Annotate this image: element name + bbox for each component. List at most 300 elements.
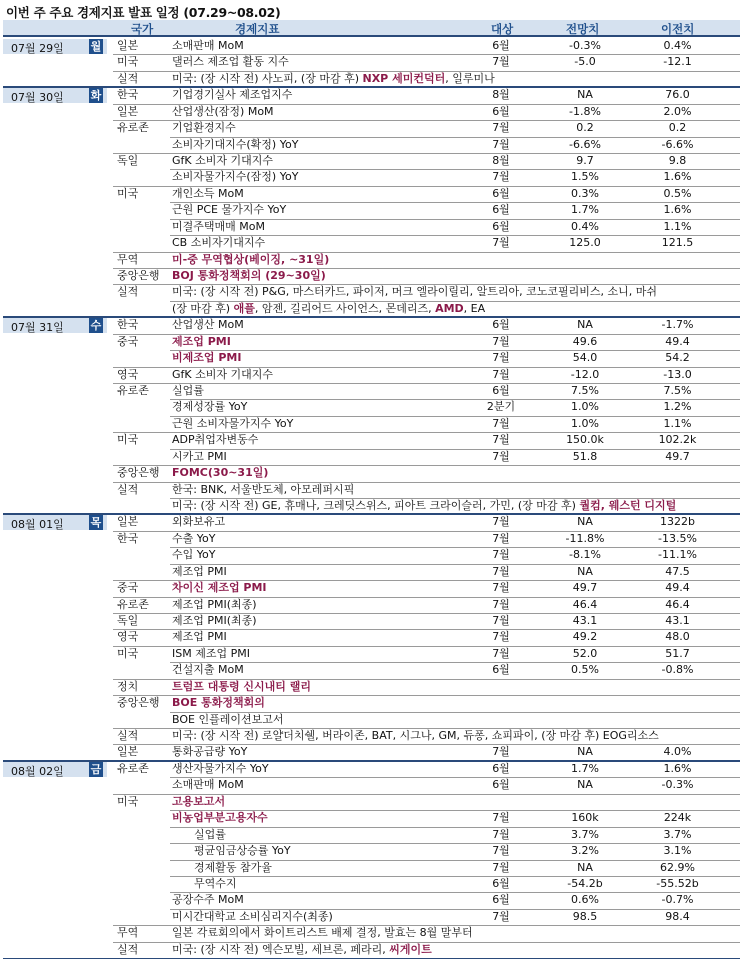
table-row [0, 581, 743, 595]
indicator-cell [172, 499, 676, 513]
table-row [0, 565, 743, 579]
indicator-text: 수출 YoY [172, 531, 216, 545]
previous-cell: 1.2% [663, 400, 692, 414]
forecast-cell: NA [577, 88, 593, 102]
indicator-text: 소매판매 MoM [172, 778, 244, 792]
indicator-cell [172, 236, 265, 250]
country-cell: 영국 [117, 630, 139, 644]
indicator-text: 경제성장률 YoY [172, 400, 248, 414]
table-row [0, 663, 743, 677]
previous-cell: 0.4% [663, 39, 692, 52]
target-cell: 6월 [492, 663, 510, 677]
previous-cell: 47.5 [665, 564, 690, 578]
country-cell: 미국 [117, 646, 139, 660]
target-cell: 7월 [492, 351, 510, 365]
indicator-text: 소비자기대지수(확정) YoY [172, 137, 299, 151]
table-row [0, 236, 743, 250]
indicator-text: 미국: (장 시작 전) P&G, 마스터카드, 파이저, 머크 엘라이릴리, 알트리아, 코노코필리비스, 소니, 마쉬 [172, 285, 657, 299]
table-row [0, 614, 743, 628]
country-cell: 독일 [117, 154, 139, 167]
country-cell: 중국 [117, 334, 139, 348]
indicator-text: ISM 제조업 PMI [172, 646, 250, 660]
forecast-cell: NA [577, 564, 593, 578]
country-cell: 일본 [117, 39, 139, 52]
day-date: 07월 30일 [11, 91, 64, 105]
indicator-cell [172, 647, 250, 661]
forecast-cell: 52.0 [572, 646, 598, 660]
forecast-cell: NA [577, 745, 593, 759]
indicator-text: , 암젠, 길리어드 사이언스, 몬데리즈, [254, 301, 436, 315]
indicator-text: 산업생산 MoM [172, 318, 244, 332]
country-cell: 정치 [117, 679, 139, 693]
table-row [0, 548, 743, 562]
previous-cell: -13.5% [658, 531, 697, 545]
table-row [0, 203, 743, 217]
indicator-cell [172, 696, 265, 710]
table-row [0, 39, 743, 53]
indicator-text: 통화공급량 YoY [172, 745, 248, 759]
target-cell: 7월 [492, 433, 510, 447]
indicator-cell [172, 778, 244, 792]
target-cell: 7월 [492, 449, 510, 463]
highlighted-text: 고용보고서 [172, 794, 226, 808]
forecast-cell: 49.6 [572, 334, 598, 348]
indicator-cell [172, 72, 495, 86]
table-row [0, 253, 743, 267]
country-cell: 미국 [117, 794, 139, 808]
table-row [0, 351, 743, 365]
indicator-text: 댈러스 제조업 활동 지수 [172, 55, 289, 69]
indicator-text: 개인소득 MoM [172, 186, 244, 200]
table-row [0, 515, 743, 529]
target-cell: 2분기 [486, 400, 516, 414]
page-title: 이번 주 주요 경제지표 발표 일정 (07.29~08.02) [6, 5, 281, 20]
indicator-cell [172, 433, 258, 447]
indicator-text: 제조업 PMI(최종) [172, 597, 257, 611]
forecast-cell: 150.0k [566, 433, 604, 447]
previous-cell: -6.6% [661, 137, 694, 151]
indicator-text: 제조업 PMI [172, 630, 227, 644]
indicator-text: 미결주택매매 MoM [172, 219, 265, 233]
previous-cell: 0.2 [668, 121, 687, 135]
indicator-text: 소매판매 MoM [172, 39, 244, 52]
previous-cell: 3.1% [663, 844, 692, 858]
forecast-cell: 1.0% [571, 416, 599, 430]
previous-cell: 102.2k [658, 433, 697, 447]
target-cell: 6월 [492, 186, 510, 200]
country-cell: 한국 [117, 318, 139, 332]
table-row [0, 105, 743, 119]
country-cell: 한국 [117, 88, 139, 102]
country-cell: 중앙은행 [117, 269, 160, 283]
day-label [3, 318, 107, 333]
indicator-cell [172, 302, 485, 316]
forecast-cell: 1.5% [571, 170, 599, 184]
indicator-cell [172, 285, 657, 299]
forecast-cell: -6.6% [569, 137, 601, 151]
previous-cell: -0.7% [661, 893, 694, 907]
table-row [0, 696, 743, 710]
previous-cell: 48.0 [665, 630, 690, 644]
forecast-cell: 0.4% [571, 219, 599, 233]
table-row [0, 269, 743, 283]
indicator-cell [172, 417, 293, 431]
highlighted-text: 트럼프 대통령 신시내티 랠리 [172, 679, 311, 693]
highlighted-text: 미-중 무역협상(베이징, ~31일) [172, 252, 330, 266]
header-indicator: 경제지표 [235, 22, 280, 36]
indicator-cell [172, 368, 273, 382]
previous-cell: 51.7 [665, 646, 690, 660]
forecast-cell: 9.7 [576, 154, 594, 167]
previous-cell: 1.1% [663, 219, 692, 233]
table-row [0, 795, 743, 809]
target-cell: 7월 [492, 630, 510, 644]
day-label [3, 39, 107, 54]
target-cell: 7월 [492, 597, 510, 611]
indicator-text: , EA [463, 301, 486, 315]
indicator-cell [172, 762, 269, 776]
indicator-cell [172, 105, 274, 119]
table-row [0, 220, 743, 234]
country-cell: 실적 [117, 942, 139, 956]
indicator-cell [194, 828, 226, 842]
previous-cell: 1322b [660, 515, 695, 529]
indicator-cell [172, 910, 333, 924]
indicator-text: ADP취업자변동수 [172, 433, 259, 447]
target-cell: 8월 [492, 88, 510, 102]
previous-cell: -0.3% [661, 778, 694, 792]
target-cell: 7월 [492, 55, 510, 69]
target-cell: 6월 [492, 893, 510, 907]
indicator-cell [172, 138, 298, 152]
indicator-cell [172, 795, 225, 809]
table-row [0, 154, 743, 168]
indicator-cell [172, 515, 225, 529]
indicator-text: GfK 소비자 기대지수 [172, 154, 273, 167]
indicator-text: (장 마감 후) [172, 301, 234, 315]
forecast-cell: 54.0 [572, 351, 598, 365]
forecast-cell: -8.1% [569, 548, 601, 562]
previous-cell: 3.7% [663, 827, 692, 841]
indicator-cell [172, 581, 267, 595]
table-row [0, 88, 743, 102]
previous-cell: -11.1% [658, 548, 697, 562]
previous-cell: -1.7% [661, 318, 694, 332]
target-cell: 7월 [492, 581, 510, 595]
previous-cell: -0.8% [661, 663, 694, 677]
indicator-cell [172, 170, 298, 184]
target-cell: 7월 [492, 614, 510, 628]
indicator-cell [194, 877, 237, 891]
indicator-cell [172, 450, 227, 464]
indicator-text: 미시간대학교 소비심리지수(최종) [172, 909, 333, 923]
table-row [0, 844, 743, 858]
indicator-cell [172, 565, 227, 579]
previous-cell: 46.4 [665, 597, 690, 611]
indicator-cell [172, 893, 244, 907]
country-cell: 실적 [117, 71, 139, 85]
country-cell: 유로존 [117, 121, 149, 135]
indicator-text: 소비자물가지수(잠정) YoY [172, 170, 299, 184]
forecast-cell: NA [577, 515, 593, 529]
previous-cell: 49.7 [665, 449, 690, 463]
indicator-cell [172, 598, 257, 612]
previous-cell: 2.0% [663, 104, 692, 118]
indicator-text: 시카고 PMI [172, 449, 227, 463]
country-cell: 중앙은행 [117, 696, 160, 710]
previous-cell: 98.4 [665, 909, 690, 923]
indicator-cell [172, 220, 265, 234]
highlighted-text: BOJ 통화정책회의 (29~30일) [172, 269, 326, 283]
target-cell: 7월 [492, 646, 510, 660]
forecast-cell: 1.0% [571, 400, 599, 414]
table-row [0, 335, 743, 349]
highlighted-text: 씨게이트 [389, 942, 432, 956]
previous-cell: 62.9% [660, 860, 695, 874]
country-cell: 독일 [117, 614, 139, 628]
table-row [0, 170, 743, 184]
indicator-text: 생산자물가지수 YoY [172, 761, 269, 775]
forecast-cell: 1.7% [571, 203, 599, 217]
country-cell: 영국 [117, 367, 139, 381]
indicator-text: GfK 소비자 기대지수 [172, 367, 273, 381]
forecast-cell: 0.2 [576, 121, 594, 135]
forecast-cell: 0.6% [571, 893, 599, 907]
header-forecast: 전망치 [566, 22, 600, 36]
previous-cell: 1.6% [663, 203, 692, 217]
forecast-cell: 3.7% [571, 827, 599, 841]
day-date: 07월 29일 [11, 42, 64, 55]
indicator-text: 한국: BNK, 서울반도체, 아모레퍼시픽 [172, 482, 355, 496]
forecast-cell: 46.4 [572, 597, 598, 611]
country-cell: 일본 [117, 515, 139, 529]
target-cell: 6월 [492, 219, 510, 233]
table-row [0, 745, 743, 759]
table-row [0, 187, 743, 201]
target-cell: 6월 [492, 761, 510, 775]
target-cell: 7월 [492, 860, 510, 874]
table-row [0, 121, 743, 135]
country-cell: 실적 [117, 729, 139, 743]
indicator-text: 미국: (장 시작 전) 엑슨모빌, 세브론, 페라리, [172, 942, 390, 956]
table-row [0, 647, 743, 661]
table-row [0, 318, 743, 332]
indicator-text: 미국: (장 시작 전) 사노피, (장 마감 후) [172, 71, 363, 85]
day-label [3, 762, 107, 777]
forecast-cell: 1.7% [571, 761, 599, 775]
target-cell: 6월 [492, 203, 510, 217]
indicator-text: 근원 PCE 물가지수 YoY [172, 203, 287, 217]
forecast-cell: 125.0 [569, 236, 601, 250]
indicator-text: 일본 각료회의에서 화이트리스트 배제 결정, 발효는 8월 말부터 [172, 926, 473, 940]
target-cell: 7월 [492, 844, 510, 858]
target-cell: 7월 [492, 236, 510, 250]
weekday-badge: 수 [90, 319, 102, 333]
country-cell: 미국 [117, 433, 139, 447]
table-row [0, 828, 743, 842]
previous-cell: 0.5% [663, 186, 692, 200]
day-separator [3, 760, 740, 762]
target-cell: 7월 [492, 564, 510, 578]
forecast-cell: -5.0 [574, 55, 596, 69]
forecast-cell: 49.2 [572, 630, 598, 644]
indicator-text: 제조업 PMI [172, 564, 227, 578]
country-cell: 유로존 [117, 384, 149, 398]
table-header [3, 20, 740, 37]
country-cell: 중앙은행 [117, 466, 160, 480]
indicator-cell [172, 943, 432, 957]
table-row [0, 72, 743, 86]
forecast-cell: 160k [571, 811, 599, 825]
table-row [0, 499, 743, 513]
day-date: 08월 02일 [11, 764, 64, 778]
target-cell: 6월 [492, 39, 510, 52]
indicator-cell [172, 483, 354, 497]
indicator-cell [172, 351, 241, 365]
target-cell: 7월 [492, 515, 510, 529]
table-row [0, 910, 743, 924]
table-row [0, 926, 743, 940]
indicator-text: CB 소비자기대지수 [172, 236, 266, 250]
indicator-cell [172, 680, 311, 694]
table-row [0, 762, 743, 776]
previous-cell: -55.52b [656, 876, 699, 890]
table-row [0, 55, 743, 69]
previous-cell: 7.5% [663, 384, 692, 398]
forecast-cell: NA [577, 778, 593, 792]
indicator-text: 경제활동 참가율 [194, 860, 272, 874]
table-row [0, 466, 743, 480]
previous-cell: 9.8 [668, 154, 687, 167]
highlighted-text: 차이신 제조업 PMI [172, 581, 267, 595]
indicator-cell [172, 121, 236, 135]
indicator-text: 제조업 PMI(최종) [172, 614, 257, 628]
country-cell: 유로존 [117, 761, 149, 775]
header-country: 국가 [131, 22, 154, 36]
indicator-cell [172, 39, 244, 53]
indicator-cell [172, 269, 326, 283]
weekday-badge: 화 [90, 89, 102, 103]
indicator-text: 무역수지 [194, 876, 237, 890]
previous-cell: 49.4 [665, 581, 690, 595]
forecast-cell: 43.1 [572, 614, 598, 628]
forecast-cell: -54.2b [567, 876, 603, 890]
indicator-cell [172, 318, 244, 332]
indicator-text: BOE 인플레이션보고서 [172, 712, 284, 726]
previous-cell: 4.0% [663, 745, 692, 759]
indicator-cell [172, 253, 329, 267]
forecast-cell: NA [577, 860, 593, 874]
target-cell: 6월 [492, 778, 510, 792]
target-cell: 7월 [492, 827, 510, 841]
target-cell: 6월 [492, 104, 510, 118]
country-cell: 미국 [117, 186, 139, 200]
target-cell: 7월 [492, 416, 510, 430]
country-cell: 유로존 [117, 597, 149, 611]
forecast-cell: -12.0 [570, 367, 600, 381]
country-cell: 일본 [117, 745, 139, 759]
target-cell: 7월 [492, 137, 510, 151]
table-row [0, 368, 743, 382]
highlighted-text: BOE 통화정책회의 [172, 696, 265, 710]
highlighted-text: 비제조업 PMI [172, 351, 242, 365]
previous-cell: 1.6% [663, 761, 692, 775]
previous-cell: 43.1 [665, 614, 690, 628]
target-cell: 7월 [492, 170, 510, 184]
indicator-cell [172, 466, 268, 480]
indicator-text: 평균임금상승률 YoY [194, 844, 291, 858]
indicator-cell [194, 861, 272, 875]
table-row [0, 384, 743, 398]
previous-cell: 1.1% [663, 416, 692, 430]
highlighted-text: 애플 [233, 301, 255, 315]
previous-cell: -13.0 [663, 367, 692, 381]
indicator-text: 근원 소비자물가지수 YoY [172, 416, 294, 430]
indicator-cell [172, 203, 286, 217]
country-cell: 한국 [117, 531, 139, 545]
indicator-cell [172, 88, 292, 102]
forecast-cell: 51.8 [572, 449, 598, 463]
target-cell: 7월 [492, 531, 510, 545]
indicator-text: 공장수주 MoM [172, 893, 244, 907]
indicator-cell [172, 532, 215, 546]
indicator-cell [172, 614, 257, 628]
indicator-cell [172, 663, 244, 677]
table-row [0, 138, 743, 152]
table-row [0, 893, 743, 907]
highlighted-text: 비농업부분고용자수 [172, 811, 268, 825]
forecast-cell: NA [577, 318, 593, 332]
previous-cell: 54.2 [665, 351, 690, 365]
target-cell: 7월 [492, 745, 510, 759]
indicator-text: 실업률 [194, 827, 226, 841]
forecast-cell: -11.8% [565, 531, 605, 545]
indicator-cell [172, 713, 283, 727]
weekday-badge: 월 [90, 40, 102, 53]
forecast-cell: 49.7 [572, 581, 598, 595]
indicator-text: 외화보유고 [172, 515, 226, 529]
indicator-cell [172, 729, 659, 743]
indicator-text: , 일루미나 [445, 71, 495, 85]
table-row [0, 433, 743, 447]
forecast-cell: 0.3% [571, 186, 599, 200]
previous-cell: -12.1 [663, 55, 692, 69]
weekday-badge: 목 [90, 516, 102, 530]
highlighted-text: NXP 세미컨덕터 [362, 71, 446, 85]
forecast-cell: 7.5% [571, 384, 599, 398]
table-row [0, 778, 743, 792]
table-row [0, 532, 743, 546]
table-row [0, 943, 743, 957]
forecast-cell: 3.2% [571, 844, 599, 858]
target-cell: 6월 [492, 384, 510, 398]
country-cell: 무역 [117, 926, 139, 940]
indicator-text: 미국: (장 시작 전) 로얄더치쉘, 버라이존, BAT, 시그나, GM, 듀퐁, 쇼피파이, (장 마감 후) EOG리소스 [172, 729, 659, 743]
table-row [0, 877, 743, 891]
target-cell: 7월 [492, 548, 510, 562]
table-row [0, 811, 743, 825]
country-cell: 실적 [117, 482, 139, 496]
indicator-cell [172, 548, 215, 562]
target-cell: 8월 [492, 154, 510, 167]
table-row [0, 400, 743, 414]
indicator-cell [172, 926, 473, 940]
highlighted-text: 제조업 PMI [172, 334, 231, 348]
table-row [0, 417, 743, 431]
previous-cell: 76.0 [665, 88, 690, 102]
indicator-text: 건설지출 MoM [172, 663, 244, 677]
table-bottom-border [3, 958, 740, 959]
